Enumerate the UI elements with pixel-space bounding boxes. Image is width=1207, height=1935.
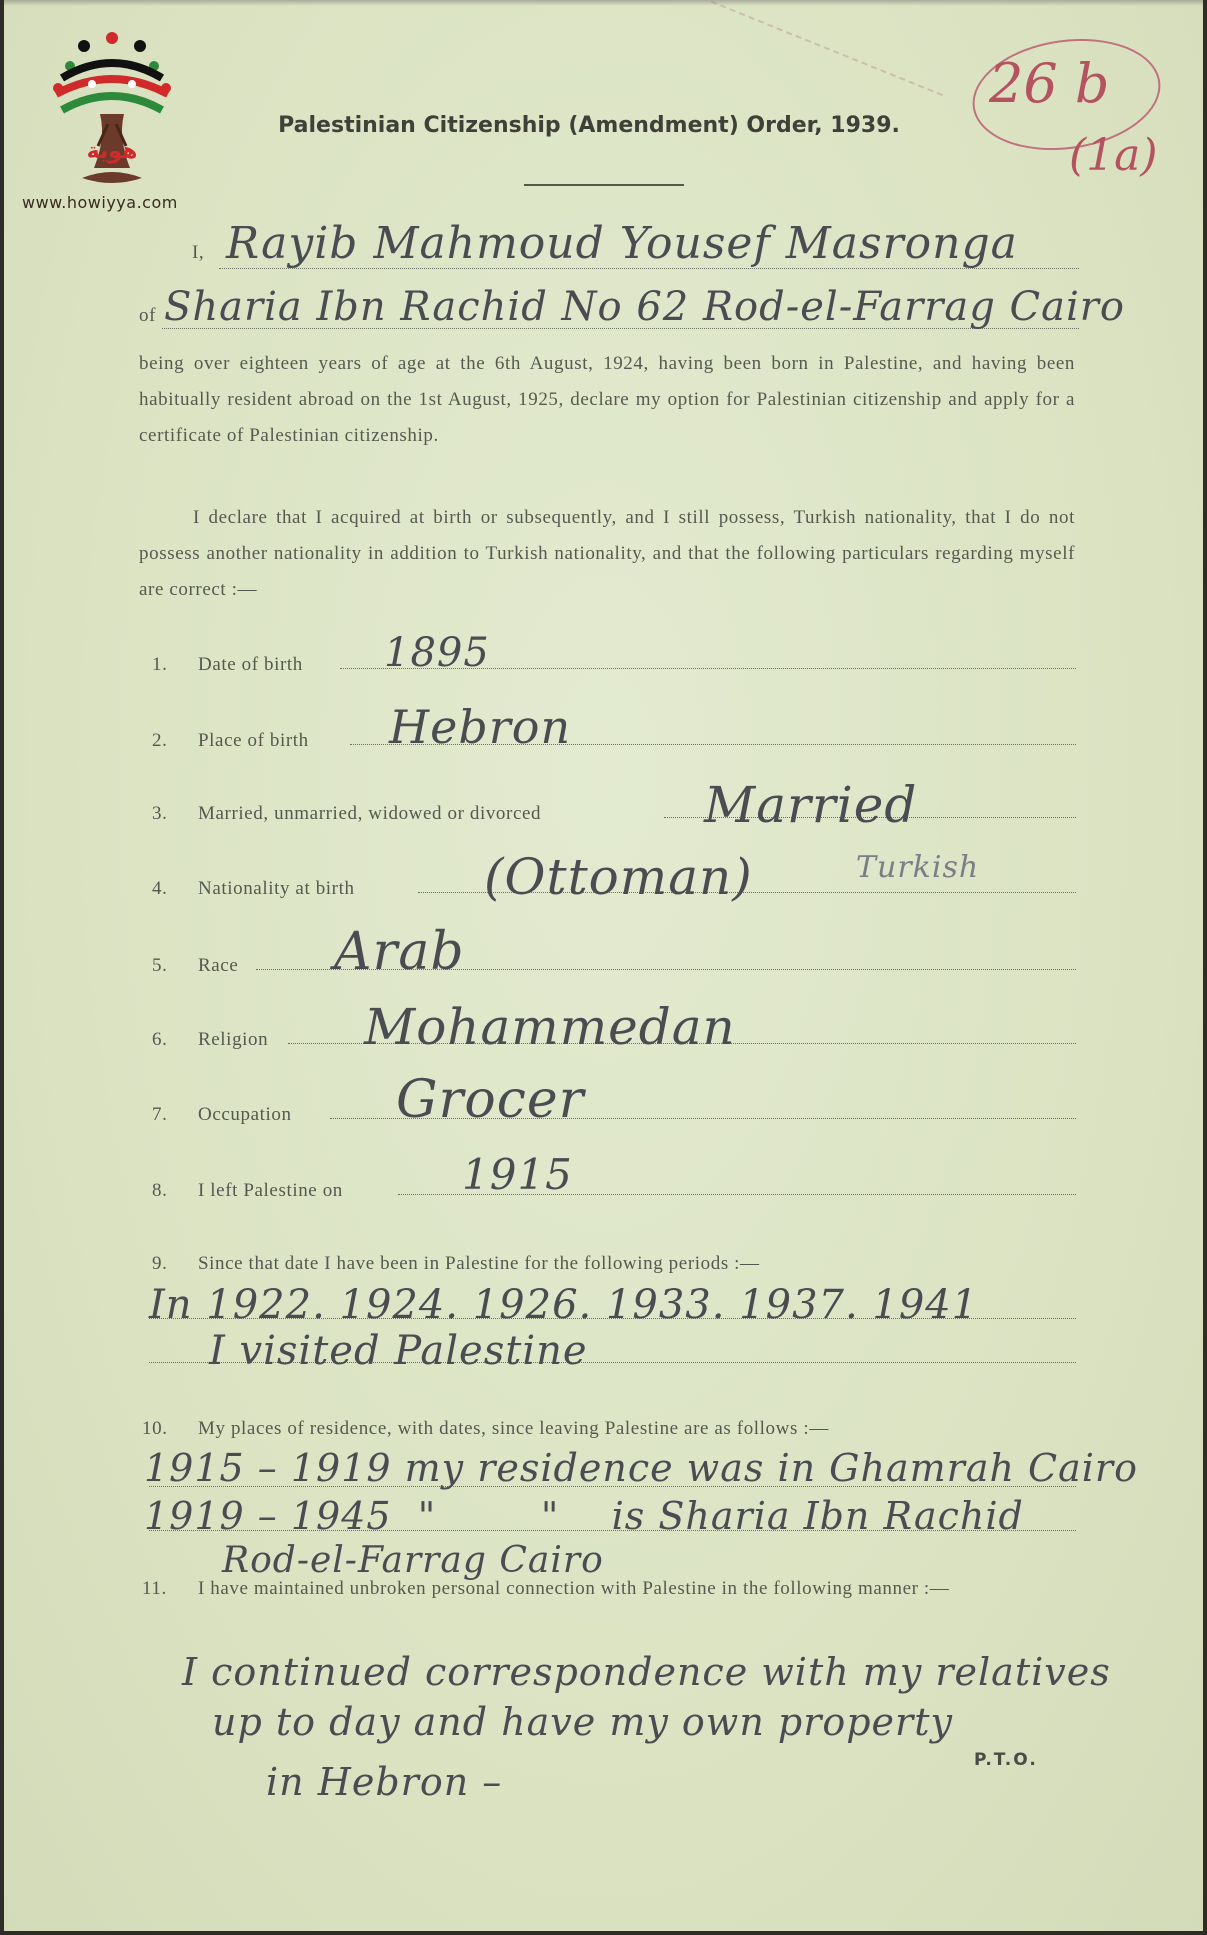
i-prefix: I,	[192, 242, 205, 263]
field-label-place-of-birth: Place of birth	[198, 730, 309, 751]
field-label-nationality-at-birth: Nationality at birth	[198, 878, 355, 899]
pto-marker: P.T.O.	[974, 1750, 1038, 1770]
question-number: 9.	[152, 1253, 168, 1274]
field-label-date-of-birth: Date of birth	[198, 654, 303, 675]
question-10-answer-line-2: 1919 – 1945 " " is Sharia Ibn Rachid	[144, 1494, 1024, 1538]
field-note-nationality: Turkish	[856, 850, 980, 885]
nationality-paragraph: I declare that I acquired at birth or subsequently, and I still possess, Turkish nationality, that I do not possess another nationality in addition to Turkish nationality, and that the following particulars regarding myself are correct :—	[139, 507, 1075, 600]
field-value-nationality-at-birth: (Ottoman)	[484, 848, 753, 906]
field-number: 5.	[152, 955, 168, 976]
question-9-label: Since that date I have been in Palestine for the following periods :—	[198, 1253, 760, 1274]
field-value-marital-status: Married	[704, 776, 918, 834]
document-page	[4, 0, 1203, 1931]
field-number: 1.	[152, 654, 168, 675]
of-prefix: of	[139, 305, 157, 326]
red-folio-number: 26 b	[989, 52, 1110, 115]
field-label-race: Race	[198, 955, 239, 976]
field-number: 6.	[152, 1029, 168, 1050]
logo-arabic-wordmark: هوية	[86, 139, 138, 164]
question-number: 11.	[142, 1578, 167, 1599]
declarant-address: Sharia Ibn Rachid No 62 Rod-el-Farrag Cairo	[164, 284, 1125, 330]
page-edge-shadow	[4, 0, 1203, 6]
field-label-left-palestine: I left Palestine on	[198, 1180, 343, 1201]
field-number: 3.	[152, 803, 168, 824]
question-number: 10.	[142, 1418, 168, 1439]
field-value-occupation: Grocer	[396, 1070, 585, 1130]
field-number: 7.	[152, 1104, 168, 1125]
question-10-answer-line-3: Rod-el-Farrag Cairo	[222, 1540, 604, 1581]
field-value-date-of-birth: 1895	[384, 630, 490, 676]
question-11-label: I have maintained unbroken personal connection with Palestine in the following manner :—	[198, 1578, 950, 1599]
field-number: 4.	[152, 878, 168, 899]
field-number: 2.	[152, 730, 168, 751]
question-11-answer-line-1: I continued correspondence with my relatives	[182, 1650, 1111, 1694]
page-title: Palestinian Citizenship (Amendment) Order, 1939.	[278, 113, 900, 138]
declarant-name: Rayib Mahmoud Yousef Masronga	[226, 218, 1018, 269]
question-9-answer-line-1: In 1922. 1924. 1926. 1933. 1937. 1941	[149, 1282, 979, 1328]
field-label-occupation: Occupation	[198, 1104, 292, 1125]
question-10-answer-line-1: 1915 – 1919 my residence was in Ghamrah Cairo	[144, 1446, 1138, 1490]
field-value-religion: Mohammedan	[364, 998, 736, 1056]
field-label-marital-status: Married, unmarried, widowed or divorced	[198, 803, 542, 824]
question-11-answer-line-2: up to day and have my own property	[212, 1700, 953, 1744]
field-number: 8.	[152, 1180, 168, 1201]
question-11-answer-line-3: in Hebron –	[266, 1760, 503, 1804]
option-paragraph: being over eighteen years of age at the 6th August, 1924, having been born in Palestine, and having been habitually resident abroad on the 1st August, 1925, declare my option for Palestinian citizenship and apply for a certificate of Palestinian citizenship.	[139, 353, 1075, 446]
logo-url: www.howiyya.com	[22, 193, 178, 212]
red-sub-number: (1a)	[1069, 130, 1158, 181]
question-9-answer-line-2: I visited Palestine	[209, 1328, 588, 1374]
field-label-religion: Religion	[198, 1029, 269, 1050]
howiyya-tree-logo-icon	[22, 28, 202, 218]
field-value-left-palestine: 1915	[462, 1150, 573, 1199]
field-value-race: Arab	[334, 922, 465, 982]
field-value-place-of-birth: Hebron	[389, 700, 572, 754]
title-divider	[524, 184, 684, 186]
question-10-label: My places of residence, with dates, since leaving Palestine are as follows :—	[198, 1418, 829, 1439]
